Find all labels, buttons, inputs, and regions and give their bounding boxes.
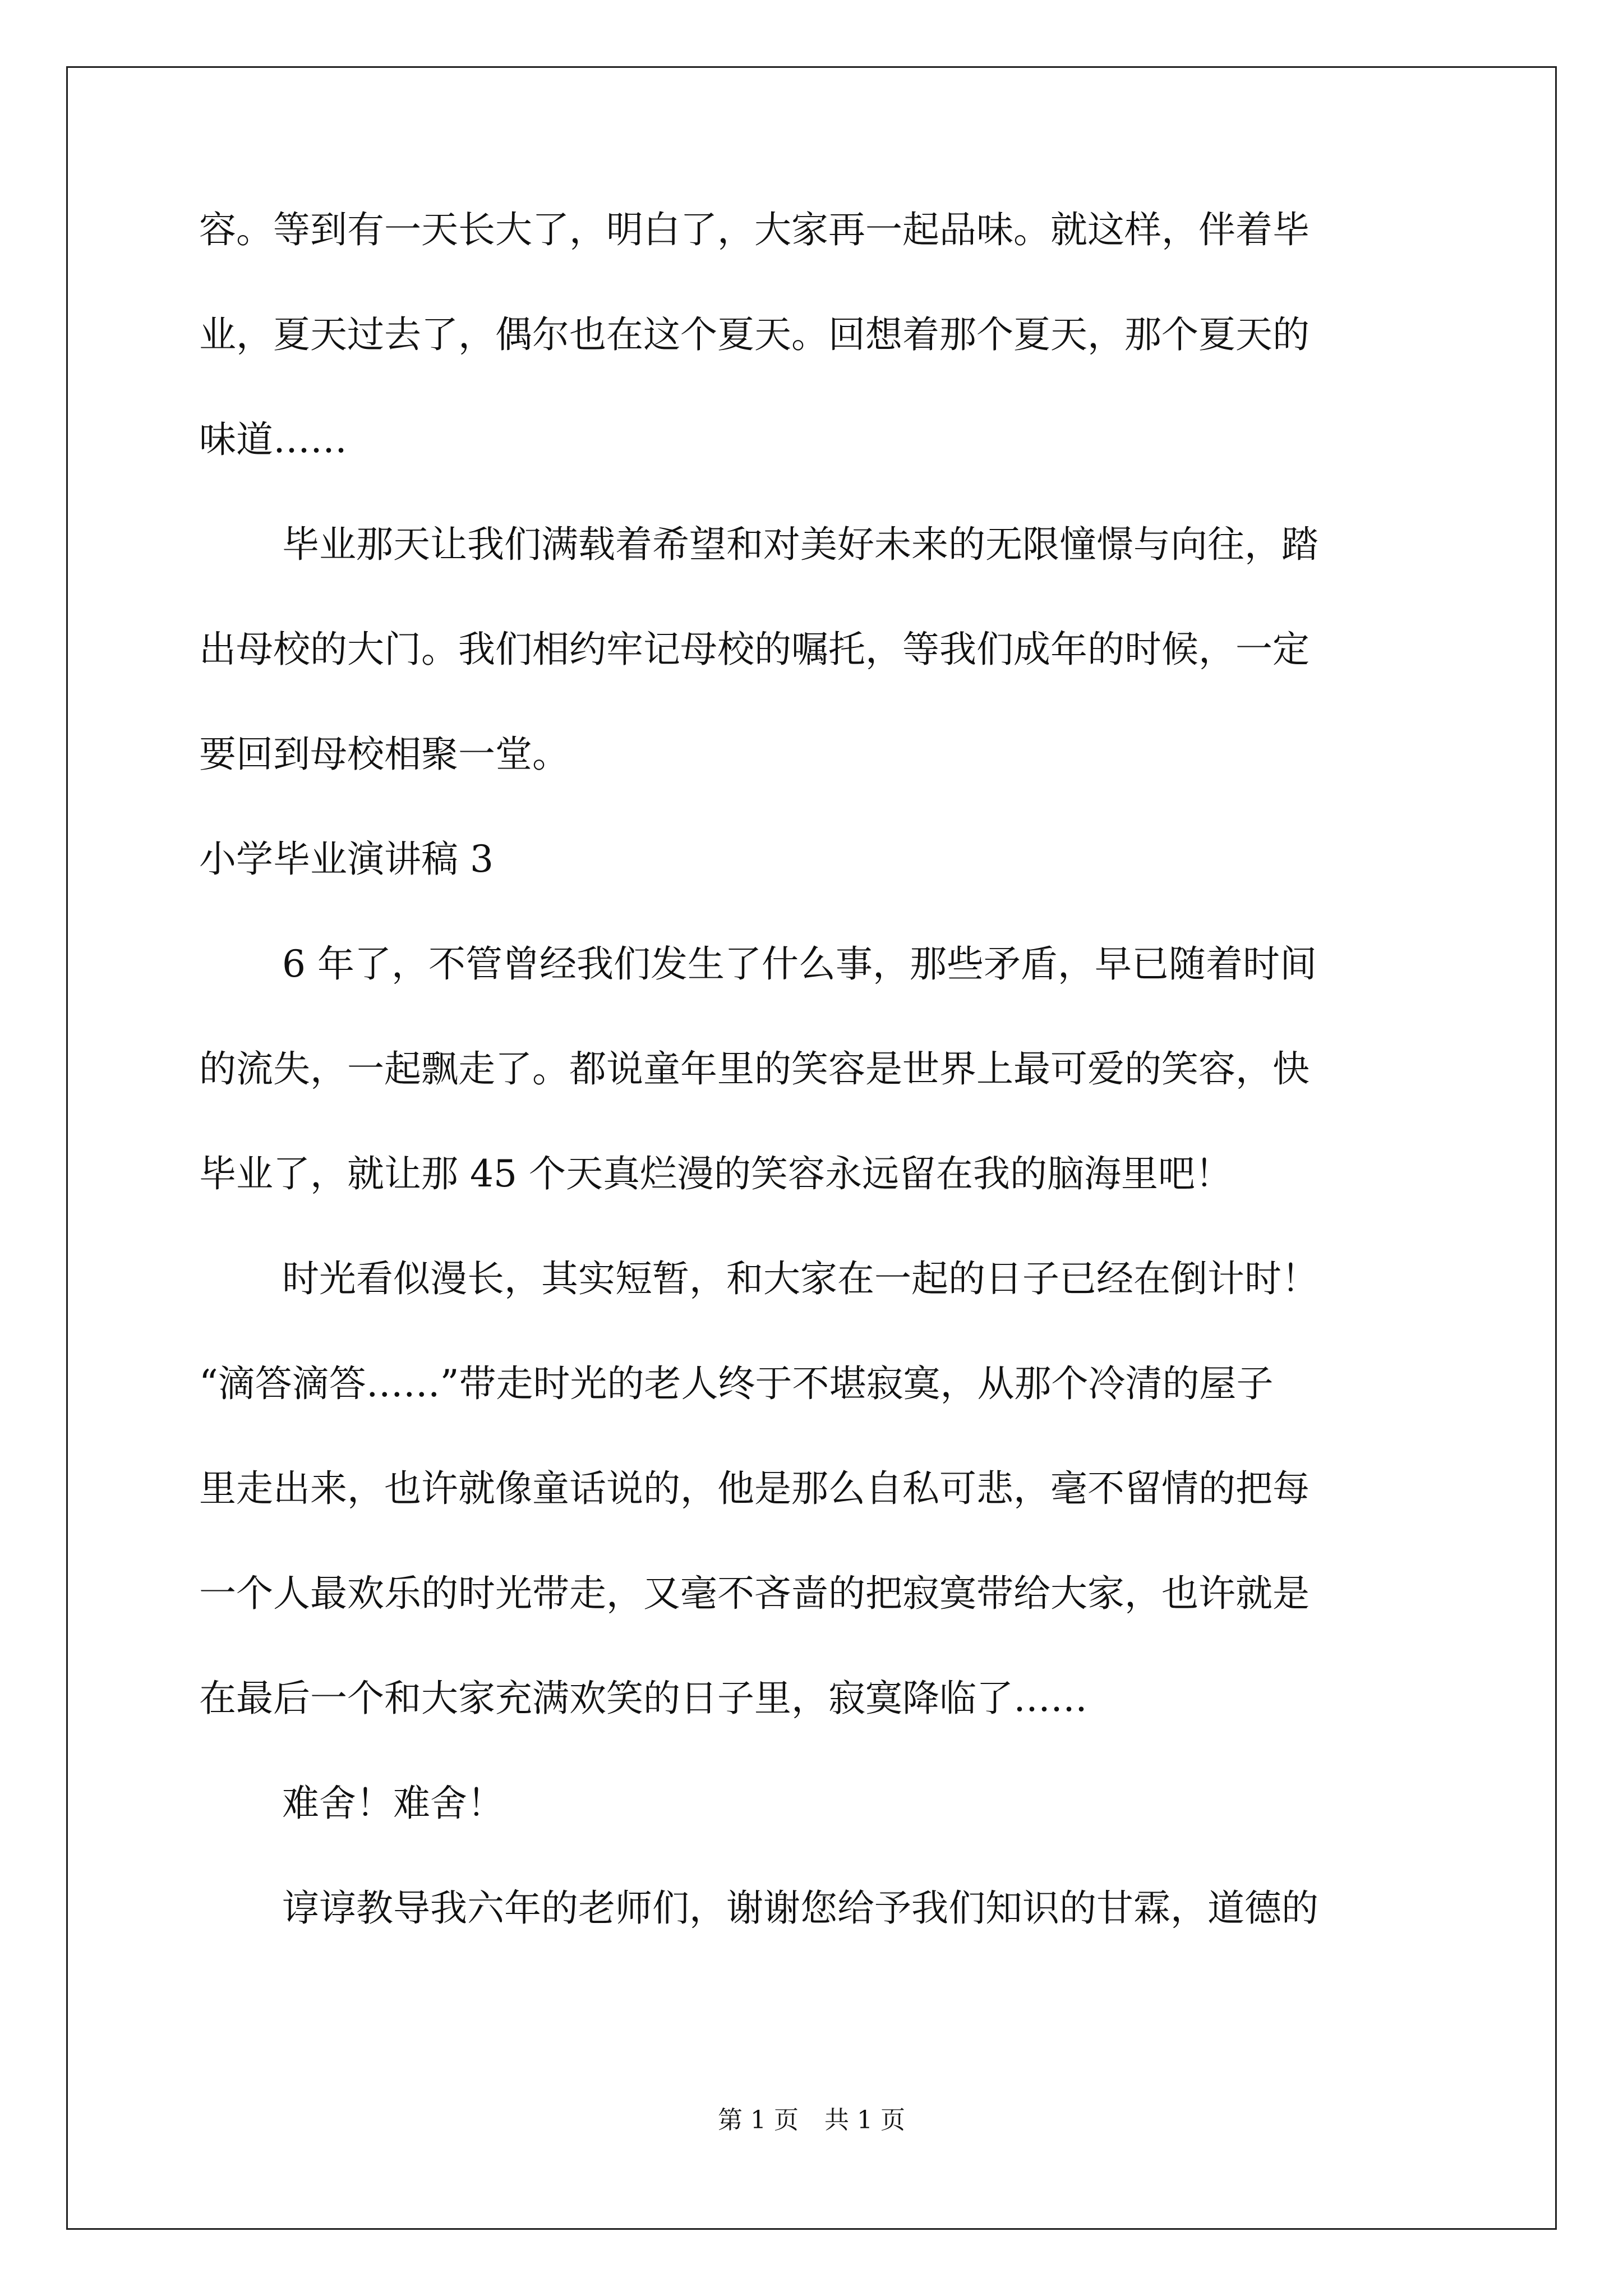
page-footer bbox=[0, 2104, 1623, 2137]
paragraph-line: 毕业了，就让那 45 个天真烂漫的笑容永远留在我的脑海里吧！ bbox=[199, 1152, 1232, 1195]
paragraph-line: 一个人最欢乐的时光带走，又毫不吝啬的把寂寞带给大家，也许就是 bbox=[199, 1572, 1310, 1615]
paragraph-line: 时光看似漫长，其实短暂，和大家在一起的日子已经在倒计时！ bbox=[282, 1257, 1318, 1300]
paragraph-line: 味道…… bbox=[199, 418, 347, 461]
page-total: 共 1 页 bbox=[824, 2106, 905, 2134]
paragraph-line: 毕业那天让我们满载着希望和对美好未来的无限憧憬与向往，踏 bbox=[282, 523, 1318, 566]
paragraph-line: 谆谆教导我六年的老师们，谢谢您给予我们知识的甘霖，道德的 bbox=[282, 1887, 1318, 1930]
paragraph-line: 出母校的大门。我们相约牢记母校的嘱托，等我们成年的时候，一定 bbox=[199, 628, 1310, 671]
paragraph-line: 里走出来，也许就像童话说的，他是那么自私可悲，毫不留情的把每 bbox=[199, 1467, 1310, 1510]
paragraph-line: 6 年了，不管曾经我们发生了什么事，那些矛盾，早已随着时间 bbox=[282, 942, 1317, 986]
paragraph-line: 容。等到有一天长大了，明白了，大家再一起品味。就这样，伴着毕 bbox=[199, 208, 1310, 251]
page-number: 第 1 页 bbox=[718, 2106, 799, 2134]
paragraph-line: 难舍！难舍！ bbox=[282, 1782, 504, 1825]
paragraph-line: 要回到母校相聚一堂。 bbox=[199, 733, 569, 776]
paragraph-line: “滴答滴答……”带走时光的老人终于不堪寂寞，从那个冷清的屋子 bbox=[199, 1362, 1274, 1405]
paragraph-line: 的流失，一起飘走了。都说童年里的笑容是世界上最可爱的笑容，快 bbox=[199, 1047, 1310, 1091]
paragraph-line: 在最后一个和大家充满欢笑的日子里，寂寞降临了…… bbox=[199, 1677, 1087, 1720]
paragraph-line: 业，夏天过去了，偶尔也在这个夏天。回想着那个夏天，那个夏天的 bbox=[199, 313, 1310, 356]
section-heading: 小学毕业演讲稿 3 bbox=[199, 838, 494, 881]
